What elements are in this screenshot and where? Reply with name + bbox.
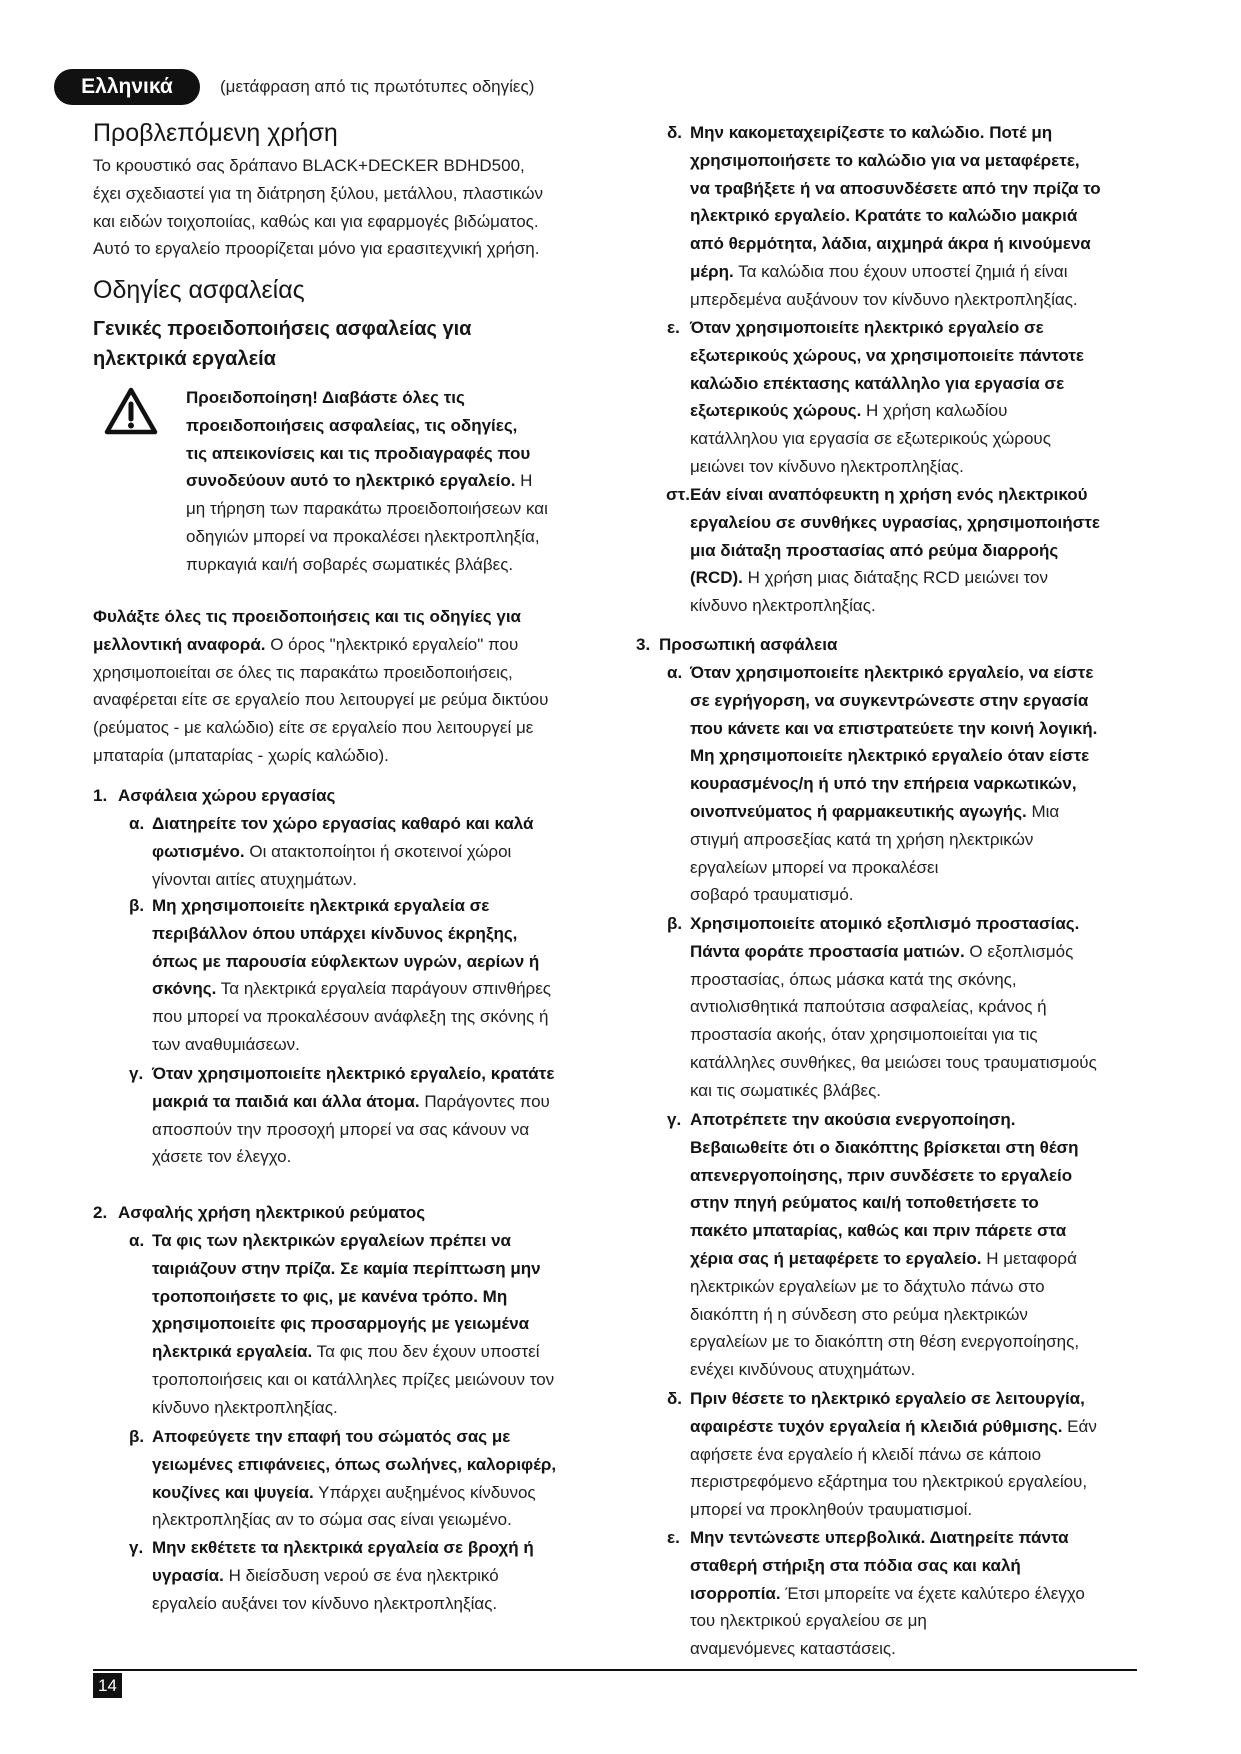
personal-item-d	[667, 1385, 1097, 1524]
item-letter: ε.	[667, 1528, 680, 1547]
item-letter: β.	[129, 1427, 145, 1446]
item-emphasis: Όταν χρησιμοποιείτε ηλεκτρικό εργαλείο σε εξωτερικούς χώρους, να χρησιμοποιείτε πάντοτε καλώδιο επέκτασης κατάλληλο για εργασία σε εξωτερικούς χώρους.	[690, 318, 1084, 421]
section-number: 1.	[93, 786, 108, 805]
item-text: Η χρήση καλωδίου κατάλληλου για εργασία σε εξωτερικούς χώρους μειώνει τον κίνδυνο ηλεκτροπληξίας.	[690, 401, 1051, 476]
electrical-item-b	[129, 1423, 557, 1534]
section-title: Ασφάλεια χώρου εργασίας	[118, 786, 336, 805]
warning-triangle-icon	[104, 386, 158, 436]
item-letter: γ.	[129, 1538, 144, 1557]
item-emphasis: Τα φις των ηλεκτρικών εργαλείων πρέπει να ταιριάζουν στην πρίζα. Σε καμία περίπτωση μην τροποποιήσετε το φις, με κανένα τρόπο. Μη χρησιμοποιείτε φις προσαρμογής με γειωμένα ηλεκτρικά εργαλεία.	[152, 1231, 541, 1362]
save-note-emphasis: Φυλάξτε όλες τις προειδοποιήσεις και τις οδηγίες για μελλοντική αναφορά.	[93, 607, 521, 654]
personal-item-c	[667, 1106, 1080, 1384]
item-letter: δ.	[667, 1389, 683, 1408]
footer-divider	[93, 1669, 1137, 1671]
work-area-item-a	[129, 810, 534, 893]
item-emphasis: Μην κακομεταχειρίζεστε το καλώδιο. Ποτέ μη χρησιμοποιήσετε το καλώδιο για να μεταφέρετε, να τραβήξετε ή να αποσυνδέσετε από την πρίζα το ηλεκτρικό εργαλείο. Κρατάτε το καλώδιο μακριά από θερμότητα, λάδια, αιχμηρά άκρα ή κινούμενα μέρη.	[690, 123, 1101, 281]
item-emphasis: Μη χρησιμοποιείτε ηλεκτρικά εργαλεία σε περιβάλλον όπου υπάρχει κίνδυνος έκρηξης, όπως με παρουσία εύφλεκτων υγρών, αερίων ή σκόνης.	[152, 896, 540, 999]
electrical-item-d	[667, 119, 1101, 314]
personal-item-a	[667, 659, 1098, 909]
item-letter: α.	[667, 663, 683, 682]
item-emphasis: Όταν χρησιμοποιείτε ηλεκτρικό εργαλείο, κρατάτε μακριά τα παιδιά και άλλα άτομα.	[152, 1064, 555, 1111]
warning-body: Η μη τήρηση των παρακάτω προειδοποιήσεων και οδηγιών μπορεί να προκαλέσει ηλεκτροπληξία, πυρκαγιά και/ή σοβαρές σωματικές βλάβες.	[186, 471, 548, 574]
section-number: 2.	[93, 1203, 108, 1222]
item-letter: β.	[129, 896, 145, 915]
electrical-item-e	[667, 314, 1084, 481]
item-letter: ε.	[667, 318, 680, 337]
warning-emphasis: Προειδοποίηση! Διαβάστε όλες τις προειδοποιήσεις ασφαλείας, τις οδηγίες, τις απεικονίσεις και τις προδιαγραφές που συνοδεύουν αυτό το ηλεκτρικό εργαλείο.	[186, 388, 531, 491]
item-letter: γ.	[667, 1110, 682, 1129]
item-emphasis: Αποτρέπετε την ακούσια ενεργοποίηση. Βεβαιωθείτε ότι ο διακόπτης βρίσκεται στη θέση απενεργοποίησης, πριν συνδέσετε το εργαλείο στην πηγή ρεύματος και/ή τοποθετήσετε το πακέτο μπαταρίας, καθώς και πριν πάρετε στα χέρια σας ή μεταφέρετε το εργαλείο.	[690, 1110, 1079, 1268]
work-area-item-c	[129, 1060, 555, 1171]
item-emphasis: Εάν είναι αναπόφευκτη η χρήση ενός ηλεκτρικού εργαλείου σε συνθήκες υγρασίας, χρησιμοποιήστε μια διάταξη προστασίας από ρεύμα διαρροής (RCD).	[690, 485, 1100, 588]
intended-use-heading: Προβλεπόμενη χρήση	[93, 119, 338, 147]
item-text: Η χρήση μιας διάταξης RCD μειώνει τον κίνδυνο ηλεκτροπληξίας.	[690, 568, 1048, 616]
item-text: Εάν αφήσετε ένα εργαλείο ή κλειδί πάνω σε κάποιο περιστρεφόμενο εξάρτημα του ηλεκτρικού εργαλείου, μπορεί να προκληθούν τραυματισμοί.	[690, 1416, 1097, 1520]
item-emphasis: Μην εκθέτετε τα ηλεκτρικά εργαλεία σε βροχή ή υγρασία.	[152, 1538, 534, 1585]
general-warnings-heading: Γενικές προειδοποιήσεις ασφαλείας για ηλεκτρικά εργαλεία	[93, 318, 472, 370]
save-instructions-note	[93, 603, 548, 770]
item-emphasis: Αποφεύγετε την επαφή του σώματός σας με γειωμένες επιφάνειες, όπως σωλήνες, καλοριφέρ, κουζίνες και ψυγεία.	[152, 1427, 557, 1502]
electrical-item-a	[129, 1227, 555, 1422]
work-area-item-b	[129, 892, 551, 1059]
warning-text	[186, 384, 548, 579]
item-text: Η διείσδυση νερού σε ένα ηλεκτρικό εργαλείο αυξάνει τον κίνδυνο ηλεκτροπληξίας.	[152, 1565, 499, 1613]
item-letter: δ.	[667, 123, 683, 142]
personal-item-e	[667, 1524, 1085, 1663]
language-badge: Ελληνικά	[54, 69, 200, 105]
item-letter: α.	[129, 1231, 145, 1250]
item-text: Οι ατακτοποίητοι ή σκοτεινοί χώροι γίνονται αιτίες ατυχημάτων.	[152, 841, 512, 889]
section-number: 3.	[636, 635, 651, 654]
section-title: Ασφαλής χρήση ηλεκτρικού ρεύματος	[118, 1203, 426, 1222]
item-emphasis: Χρησιμοποιείτε ατομικό εξοπλισμό προστασίας. Πάντα φοράτε προστασία ματιών.	[690, 914, 1080, 961]
section-heading-work-area	[93, 782, 335, 810]
item-text: Υπάρχει αυξημένος κίνδυνος ηλεκτροπληξίας αν το σώμα σας είναι γειωμένο.	[152, 1482, 536, 1530]
item-emphasis: Διατηρείτε τον χώρο εργασίας καθαρό και καλά φωτισμένο.	[152, 814, 534, 861]
translation-note: (μετάφραση από τις πρωτότυπες οδηγίες)	[220, 77, 535, 96]
item-letter: στ.	[666, 485, 690, 504]
electrical-item-c	[129, 1534, 534, 1617]
item-emphasis: Πριν θέσετε το ηλεκτρικό εργαλείο σε λειτουργία, αφαιρέστε τυχόν εργαλεία ή κλειδιά ρύθμισης.	[690, 1389, 1085, 1436]
item-letter: γ.	[129, 1064, 144, 1083]
item-text: Τα καλώδια που έχουν υποστεί ζημιά ή είναι μπερδεμένα αυξάνουν τον κίνδυνο ηλεκτροπληξίας.	[690, 261, 1078, 309]
item-text: Έτσι μπορείτε να έχετε καλύτερο έλεγχο του ηλεκτρικού εργαλείου σε μη αναμενόμενες καταστάσεις.	[690, 1583, 1085, 1659]
section-title: Προσωπική ασφάλεια	[659, 635, 838, 654]
item-emphasis: Μην τεντώνεστε υπερβολικά. Διατηρείτε πάντα σταθερή στήριξη στα πόδια σας και καλή ισορροπία.	[690, 1528, 1069, 1603]
item-text: Η μεταφορά ηλεκτρικών εργαλείων με το δάχτυλο πάνω στο διακόπτη ή η σύνδεση στο ρεύμα ηλεκτρικών εργαλείων με το διακόπτη στη θέση ενεργοποίησης, ενέχει κινδύνους ατυχημάτων.	[690, 1248, 1080, 1380]
page-number: 14	[93, 1673, 122, 1698]
electrical-item-f	[666, 481, 1100, 620]
section-heading-personal-safety	[636, 631, 837, 659]
section-heading-electrical-safety	[93, 1199, 425, 1227]
item-text: Παράγοντες που αποσπούν την προσοχή μπορεί να σας κάνουν να χάσετε τον έλεγχο.	[152, 1091, 550, 1167]
safety-heading: Οδηγίες ασφαλείας	[93, 276, 305, 304]
personal-item-b	[667, 910, 1097, 1105]
item-text: Ο εξοπλισμός προστασίας, όπως μάσκα κατά της σκόνης, αντιολισθητικά παπούτσια ασφαλείας, κράνος ή προστασία ακοής, όταν χρησιμοποιείται για τις κατάλληλες συνθήκες, θα μειώσει τους τραυματισμούς και τις σωματικές βλάβες.	[690, 941, 1097, 1100]
item-letter: β.	[667, 914, 683, 933]
item-emphasis: Όταν χρησιμοποιείτε ηλεκτρικό εργαλείο, να είστε σε εγρήγορση, να συγκεντρώνεστε στην εργασία που κάνετε και να επιστρατεύετε την κοινή λογική. Μη χρησιμοποιείτε ηλεκτρικό εργαλείο όταν είστε κουρασμένος/η ή υπό την επήρεια ναρκωτικών, οινοπνεύματος ή φαρμακευτικής αγωγής.	[690, 663, 1098, 821]
item-letter: α.	[129, 814, 145, 833]
intended-use-text: Το κρουστικό σας δράπανο BLACK+DECKER BDHD500, έχει σχεδιαστεί για τη διάτρηση ξύλου, μετάλλου, πλαστικών και ειδών τοιχοποιίας, καθώς και για εφαρμογές βιδώματος. Αυτό το εργαλείο προορίζεται μόνο για ερασιτεχνική χρήση.	[93, 156, 544, 259]
save-note-body: Ο όρος "ηλεκτρικό εργαλείο" που χρησιμοποιείται σε όλες τις παρακάτω προειδοποιήσεις, αναφέρεται είτε σε εργαλείο που λειτουργεί με ρεύμα δικτύου (ρεύματος - με καλώδιο) είτε σε εργαλείο που λειτουργεί με μπαταρία (μπαταρίας - χωρίς καλώδιο).	[93, 634, 549, 765]
item-text: Τα φις που δεν έχουν υποστεί τροποποιήσεις και οι κατάλληλες πρίζες μειώνουν τον κίνδυνο ηλεκτροπληξίας.	[152, 1342, 555, 1417]
item-text: Τα ηλεκτρικά εργαλεία παράγουν σπινθήρες που μπορεί να προκαλέσουν ανάφλεξη της σκόνης ή των αναθυμιάσεων.	[152, 979, 551, 1054]
item-text: Μια στιγμή απροσεξίας κατά τη χρήση ηλεκτρικών εργαλείων μπορεί να προκαλέσει σοβαρό τραυματισμό.	[690, 801, 1060, 905]
